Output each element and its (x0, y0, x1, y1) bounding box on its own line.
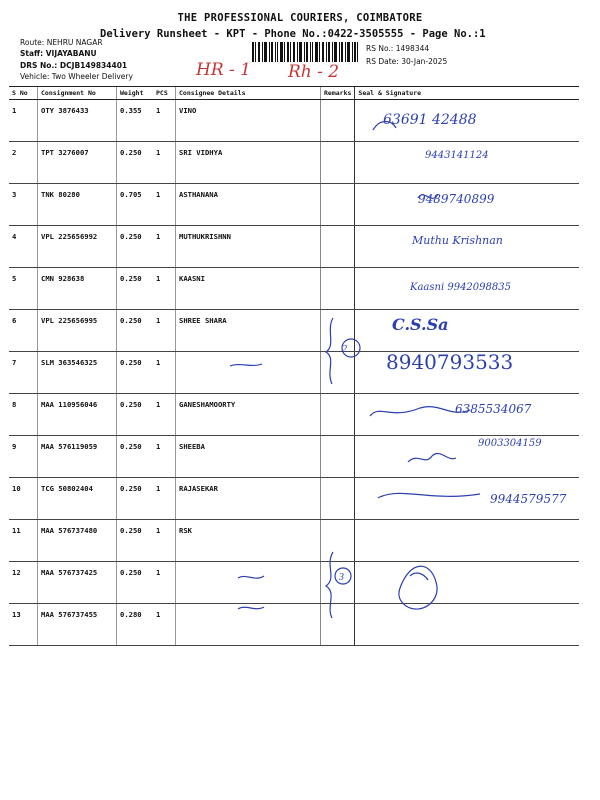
cell-pcs: 1 (153, 520, 176, 562)
cell-remarks (321, 226, 355, 268)
cell-remarks (321, 352, 355, 394)
cell-weight: 0.250 (117, 352, 154, 394)
col-pcs: PCS (153, 87, 176, 100)
handwritten-tag-hr: HR - 1 (196, 60, 251, 80)
cell-weight: 0.250 (117, 394, 154, 436)
cell-consignee (176, 562, 321, 604)
drs-value: DCJB149834401 (59, 61, 128, 70)
table-row (9, 562, 579, 604)
cell-sno: 6 (9, 310, 38, 352)
bracket-number-3: 3 (339, 572, 344, 583)
cell-pcs: 1 (153, 310, 176, 352)
cell-sno: 4 (9, 226, 38, 268)
signature-row-1: 63691 42488 (383, 112, 477, 128)
cell-pcs: 1 (153, 478, 176, 520)
cell-weight: 0.705 (117, 184, 154, 226)
cell-consignee: GANESHAMOORTY (176, 394, 321, 436)
col-remarks: Remarks (321, 87, 355, 100)
cell-consignment: MAA 576737425 (38, 562, 117, 604)
cell-remarks (321, 562, 355, 604)
rs-date-label: RS Date: (366, 57, 399, 66)
vehicle-line (20, 72, 133, 81)
cell-consignee: RAJASEKAR (176, 478, 321, 520)
cell-consignment: MAA 576119059 (38, 436, 117, 478)
cell-consignment: OTY 3876433 (38, 100, 117, 142)
cell-consignment: TCG 50802404 (38, 478, 117, 520)
drs-label: DRS No.: (20, 61, 58, 70)
cell-consignment: MAA 576737480 (38, 520, 117, 562)
cell-sno: 1 (9, 100, 38, 142)
signature-row-7: 8940793533 (386, 350, 514, 374)
cell-remarks (321, 604, 355, 646)
cell-sno: 7 (9, 352, 38, 394)
cell-sno: 2 (9, 142, 38, 184)
cell-weight: 0.250 (117, 478, 154, 520)
cell-consignee (176, 352, 321, 394)
cell-pcs: 1 (153, 100, 176, 142)
cell-sno: 3 (9, 184, 38, 226)
cell-seal-signature (355, 604, 579, 646)
handwritten-tag-rh: Rh - 2 (288, 62, 340, 82)
runsheet-subtitle: Delivery Runsheet - KPT - Phone No.:0422-3505555 - Page No.:1 (100, 28, 486, 40)
cell-consignment: VPL 225656995 (38, 310, 117, 352)
signature-row-4: Muthu Krishnan (412, 234, 503, 247)
cell-sno: 5 (9, 268, 38, 310)
cell-consignment: MAA 110956046 (38, 394, 117, 436)
cell-consignment: VPL 225656992 (38, 226, 117, 268)
vehicle-label: Vehicle: (20, 72, 50, 81)
signature-row-6: C.S.Sa (392, 315, 449, 334)
cell-pcs: 1 (153, 352, 176, 394)
staff-label: Staff: (20, 49, 44, 58)
cell-remarks (321, 142, 355, 184)
table-row (9, 310, 579, 352)
cell-weight: 0.250 (117, 226, 154, 268)
cell-sno: 12 (9, 562, 38, 604)
cell-sno: 11 (9, 520, 38, 562)
cell-weight: 0.250 (117, 436, 154, 478)
cell-remarks (321, 478, 355, 520)
rs-no-line (366, 44, 429, 53)
cell-pcs: 1 (153, 226, 176, 268)
cell-weight: 0.355 (117, 100, 154, 142)
rs-date-line (366, 57, 447, 66)
cell-seal-signature (355, 142, 579, 184)
cell-weight: 0.250 (117, 562, 154, 604)
cell-seal-signature (355, 562, 579, 604)
cell-weight: 0.250 (117, 310, 154, 352)
cell-pcs: 1 (153, 562, 176, 604)
cell-weight: 0.250 (117, 268, 154, 310)
staff-line (20, 49, 97, 58)
signature-row-3: 9489740899 (418, 192, 495, 206)
cell-seal-signature (355, 436, 579, 478)
drs-line (20, 61, 127, 70)
cell-pcs: 1 (153, 604, 176, 646)
cell-weight: 0.250 (117, 142, 154, 184)
company-title: THE PROFESSIONAL COURIERS, COIMBATORE (177, 12, 423, 24)
col-seal-signature: Seal & Signature (355, 87, 579, 100)
cell-consignee: ASTHANANA (176, 184, 321, 226)
signature-row-9: 9003304159 (478, 438, 542, 449)
cell-consignee: MUTHUKRISHNN (176, 226, 321, 268)
table-row (9, 100, 579, 142)
bracket-number-2: 2 (342, 344, 347, 355)
cell-consignment: TPT 3276007 (38, 142, 117, 184)
cell-seal-signature (355, 310, 579, 352)
cell-pcs: 1 (153, 184, 176, 226)
cell-remarks (321, 184, 355, 226)
cell-remarks (321, 310, 355, 352)
table-row (9, 520, 579, 562)
signature-row-5: Kaasni 9942098835 (410, 282, 511, 293)
col-weight: Weight (117, 87, 154, 100)
cell-remarks (321, 394, 355, 436)
col-sno: S No (9, 87, 38, 100)
cell-sno: 8 (9, 394, 38, 436)
cell-consignment: CMN 928638 (38, 268, 117, 310)
table-row (9, 604, 579, 646)
route-line (20, 38, 103, 47)
cell-consignee: VINO (176, 100, 321, 142)
route-value: NEHRU NAGAR (46, 38, 103, 47)
signature-row-8: 6385534067 (455, 402, 532, 416)
cell-remarks (321, 268, 355, 310)
cell-sno: 10 (9, 478, 38, 520)
cell-consignment: TNK 80280 (38, 184, 117, 226)
cell-remarks (321, 436, 355, 478)
cell-pcs: 1 (153, 436, 176, 478)
cell-pcs: 1 (153, 268, 176, 310)
cell-pcs: 1 (153, 142, 176, 184)
cell-weight: 0.280 (117, 604, 154, 646)
cell-consignment: MAA 576737455 (38, 604, 117, 646)
rs-date-value: 30-Jan-2025 (401, 57, 448, 66)
cell-sno: 13 (9, 604, 38, 646)
cell-remarks (321, 520, 355, 562)
table-row (9, 142, 579, 184)
col-consignment: Consignment No (38, 87, 117, 100)
col-consignee: Consignee Details (176, 87, 321, 100)
signature-row-2: 9443141124 (425, 150, 489, 161)
cell-weight: 0.250 (117, 520, 154, 562)
barcode-image (252, 42, 358, 62)
cell-remarks (321, 100, 355, 142)
cell-consignee: SHREE SHARA (176, 310, 321, 352)
staff-value: VIJAYABANU (45, 49, 97, 58)
signature-row-10: 9944579577 (490, 492, 567, 506)
cell-consignee: RSK (176, 520, 321, 562)
cell-pcs: 1 (153, 394, 176, 436)
table-header-row (9, 87, 579, 100)
cell-sno: 9 (9, 436, 38, 478)
rs-no-value: 1498344 (395, 44, 430, 53)
cell-consignment: SLM 363546325 (38, 352, 117, 394)
cell-consignee (176, 604, 321, 646)
cell-consignee: SRI VIDHYA (176, 142, 321, 184)
cell-consignee: KAASNI (176, 268, 321, 310)
rs-no-label: RS No.: (366, 44, 394, 53)
vehicle-value: Two Wheeler Delivery (51, 72, 133, 81)
cell-consignee: SHEEBA (176, 436, 321, 478)
cell-seal-signature (355, 520, 579, 562)
route-label: Route: (20, 38, 45, 47)
